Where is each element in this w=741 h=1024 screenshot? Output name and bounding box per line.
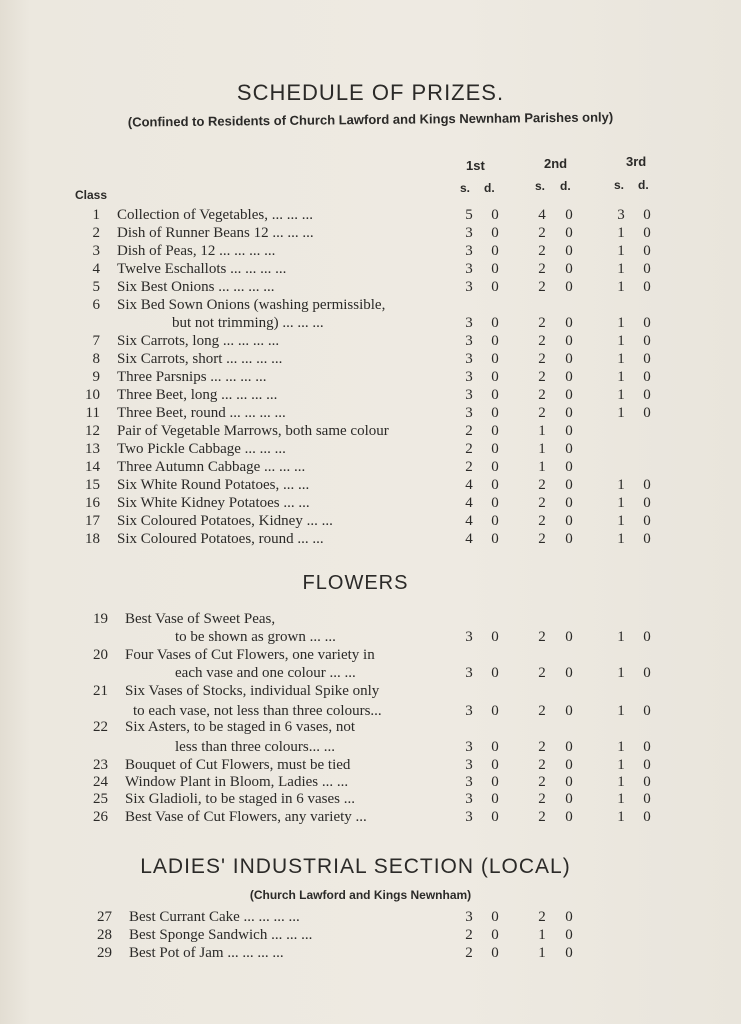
entry-description: less than three colours... ... [175, 739, 335, 755]
p2-pence: 0 [565, 351, 573, 367]
ladies-subheading: (Church Lawford and Kings Newnham) [249, 888, 472, 902]
p1-pence: 0 [491, 333, 499, 349]
class-number: 22 [93, 719, 108, 735]
p3-pence: 0 [643, 225, 651, 241]
entry-description: Twelve Eschallots ... ... ... ... [117, 261, 287, 277]
table-row [0, 314, 741, 332]
p3-shillings: 3 [617, 207, 625, 223]
p1-shillings: 3 [465, 629, 473, 645]
entry-description: Six Gladioli, to be staged in 6 vases ... [125, 791, 355, 807]
p2-pence: 0 [565, 909, 573, 925]
p2-pence: 0 [565, 513, 573, 529]
p3-shillings: 1 [617, 225, 625, 241]
table-row [0, 422, 741, 440]
p1-pence: 0 [491, 261, 499, 277]
p1-pence: 0 [491, 279, 499, 295]
p3-pence: 0 [643, 513, 651, 529]
p1-pence: 0 [491, 629, 499, 645]
second-prize-header: 2nd [544, 156, 568, 171]
p3-pence: 0 [643, 243, 651, 259]
p1-pence: 0 [491, 909, 499, 925]
table-row [0, 350, 741, 368]
p2-pence: 0 [565, 315, 573, 331]
entry-description: each vase and one colour ... ... [175, 665, 356, 681]
p1-shillings: 2 [465, 441, 473, 457]
p2-shillings: 2 [538, 531, 546, 547]
p2-shillings: 2 [538, 261, 546, 277]
second-s-header: s. [535, 179, 546, 193]
table-row [0, 790, 741, 808]
class-number: 8 [92, 351, 100, 367]
entry-description: Collection of Vegetables, ... ... ... [117, 207, 313, 223]
third-d-header: d. [638, 178, 649, 192]
class-number: 11 [85, 405, 100, 421]
class-number: 6 [92, 297, 100, 313]
p1-shillings: 3 [465, 387, 473, 403]
p3-shillings: 1 [617, 703, 625, 719]
table-row [0, 440, 741, 458]
table-row [0, 242, 741, 260]
p3-pence: 0 [643, 665, 651, 681]
entry-description: Window Plant in Bloom, Ladies ... ... [125, 774, 349, 790]
p3-pence: 0 [643, 333, 651, 349]
p1-pence: 0 [491, 927, 499, 943]
p2-pence: 0 [565, 405, 573, 421]
p1-pence: 0 [491, 441, 499, 457]
table-row [0, 628, 741, 646]
entry-description: to be shown as grown ... ... [175, 629, 336, 645]
p2-pence: 0 [565, 757, 573, 773]
entry-description: Dish of Runner Beans 12 ... ... ... [117, 225, 314, 241]
table-row [0, 756, 741, 774]
table-row [0, 296, 741, 314]
p3-shillings: 1 [617, 531, 625, 547]
p3-shillings: 1 [617, 665, 625, 681]
page-subtitle: (Confined to Residents of Church Lawford and Kings Newnham Parishes only) [127, 109, 614, 130]
third-s-header: s. [614, 178, 625, 192]
p2-shillings: 2 [538, 909, 546, 925]
table-row [0, 610, 741, 628]
p1-shillings: 3 [465, 774, 473, 790]
p2-pence: 0 [565, 665, 573, 681]
p2-shillings: 1 [538, 927, 546, 943]
entry-description: Three Beet, long ... ... ... ... [117, 387, 278, 403]
p1-pence: 0 [491, 387, 499, 403]
page-title: SCHEDULE OF PRIZES. [236, 80, 505, 105]
p1-pence: 0 [491, 791, 499, 807]
p3-pence: 0 [643, 315, 651, 331]
p2-shillings: 2 [538, 405, 546, 421]
p3-pence: 0 [643, 495, 651, 511]
p1-shillings: 3 [465, 791, 473, 807]
p1-pence: 0 [491, 207, 499, 223]
p2-pence: 0 [565, 441, 573, 457]
p2-pence: 0 [565, 927, 573, 943]
p3-shillings: 1 [617, 809, 625, 825]
table-row [0, 260, 741, 278]
p1-pence: 0 [491, 405, 499, 421]
table-row [0, 494, 741, 512]
class-number: 24 [93, 774, 108, 790]
p3-shillings: 1 [617, 477, 625, 493]
entry-description: Six Best Onions ... ... ... ... [117, 279, 275, 295]
class-number: 20 [93, 647, 108, 663]
p3-pence: 0 [643, 207, 651, 223]
p1-shillings: 2 [465, 423, 473, 439]
p3-pence: 0 [643, 279, 651, 295]
class-number: 21 [93, 683, 108, 699]
table-row [0, 458, 741, 476]
p2-shillings: 2 [538, 703, 546, 719]
p2-pence: 0 [565, 243, 573, 259]
entry-description: Bouquet of Cut Flowers, must be tied [125, 757, 351, 773]
p2-shillings: 2 [538, 315, 546, 331]
p2-pence: 0 [565, 739, 573, 755]
table-row [0, 646, 741, 664]
p2-shillings: 2 [538, 495, 546, 511]
class-number: 25 [93, 791, 108, 807]
p3-pence: 0 [643, 629, 651, 645]
p3-pence: 0 [643, 369, 651, 385]
entry-description: Dish of Peas, 12 ... ... ... ... [117, 243, 276, 259]
class-number: 18 [85, 531, 100, 547]
entry-description: Best Vase of Sweet Peas, [125, 611, 276, 627]
p1-pence: 0 [491, 809, 499, 825]
class-number: 19 [93, 611, 108, 627]
p1-pence: 0 [491, 243, 499, 259]
p3-shillings: 1 [617, 757, 625, 773]
p2-pence: 0 [565, 459, 573, 475]
p1-pence: 0 [491, 513, 499, 529]
p3-pence: 0 [643, 809, 651, 825]
p3-pence: 0 [643, 791, 651, 807]
entry-description: Three Beet, round ... ... ... ... [117, 405, 286, 421]
p2-pence: 0 [565, 495, 573, 511]
p1-pence: 0 [491, 225, 499, 241]
p3-shillings: 1 [617, 315, 625, 331]
p1-shillings: 3 [465, 665, 473, 681]
p2-shillings: 2 [538, 665, 546, 681]
p2-shillings: 4 [538, 207, 546, 223]
first-prize-header: 1st [466, 158, 485, 173]
p1-shillings: 4 [465, 495, 473, 511]
class-number: 17 [85, 513, 100, 529]
p3-shillings: 1 [617, 333, 625, 349]
entry-description: Two Pickle Cabbage ... ... ... [117, 441, 286, 457]
class-number: 23 [93, 757, 108, 773]
p1-shillings: 3 [465, 809, 473, 825]
class-number: 27 [97, 909, 112, 925]
p1-shillings: 4 [465, 477, 473, 493]
entry-description: Six Coloured Potatoes, round ... ... [117, 531, 324, 547]
p3-shillings: 1 [617, 387, 625, 403]
p3-shillings: 1 [617, 629, 625, 645]
class-number: 16 [85, 495, 100, 511]
p2-shillings: 2 [538, 629, 546, 645]
p1-pence: 0 [491, 477, 499, 493]
p3-shillings: 1 [617, 739, 625, 755]
entry-description: Four Vases of Cut Flowers, one variety in [125, 647, 375, 663]
class-number: 13 [85, 441, 100, 457]
p2-shillings: 2 [538, 739, 546, 755]
table-row [0, 332, 741, 350]
entry-description: Six White Round Potatoes, ... ... [117, 477, 310, 493]
class-number: 14 [85, 459, 100, 475]
p1-shillings: 3 [465, 243, 473, 259]
class-number: 3 [92, 243, 100, 259]
p2-shillings: 2 [538, 351, 546, 367]
p3-pence: 0 [643, 531, 651, 547]
table-row [0, 664, 741, 682]
p2-shillings: 1 [538, 423, 546, 439]
p1-pence: 0 [491, 495, 499, 511]
p1-shillings: 2 [465, 945, 473, 961]
class-number: 12 [85, 423, 100, 439]
class-number: 5 [92, 279, 100, 295]
p3-pence: 0 [643, 405, 651, 421]
entry-description: Six White Kidney Potatoes ... ... [117, 495, 310, 511]
p2-pence: 0 [565, 791, 573, 807]
p2-pence: 0 [565, 774, 573, 790]
table-row [0, 682, 741, 700]
p1-pence: 0 [491, 423, 499, 439]
table-row [0, 530, 741, 548]
p2-pence: 0 [565, 703, 573, 719]
p2-pence: 0 [565, 423, 573, 439]
entry-description: Best Sponge Sandwich ... ... ... [129, 927, 313, 943]
p2-shillings: 2 [538, 369, 546, 385]
p1-shillings: 3 [465, 405, 473, 421]
p1-shillings: 3 [465, 703, 473, 719]
p1-pence: 0 [491, 757, 499, 773]
class-number: 28 [97, 927, 112, 943]
table-row [0, 368, 741, 386]
p3-shillings: 1 [617, 513, 625, 529]
p2-pence: 0 [565, 333, 573, 349]
p2-pence: 0 [565, 279, 573, 295]
table-row [0, 718, 741, 736]
p2-shillings: 1 [538, 441, 546, 457]
entry-description: Six Bed Sown Onions (washing permissible, [117, 297, 386, 313]
table-row [0, 224, 741, 242]
second-d-header: d. [560, 179, 571, 193]
p3-pence: 0 [643, 739, 651, 755]
entry-description: Pair of Vegetable Marrows, both same colour [117, 423, 389, 439]
table-row [0, 206, 741, 224]
third-prize-header: 3rd [626, 154, 647, 169]
p1-pence: 0 [491, 665, 499, 681]
p1-shillings: 4 [465, 513, 473, 529]
flowers-heading: FLOWERS [302, 572, 409, 594]
p2-shillings: 2 [538, 757, 546, 773]
p3-pence: 0 [643, 477, 651, 493]
entry-description: Best Vase of Cut Flowers, any variety ... [125, 809, 367, 825]
p1-pence: 0 [491, 774, 499, 790]
p3-shillings: 1 [617, 351, 625, 367]
class-number: 7 [92, 333, 100, 349]
p2-shillings: 1 [538, 945, 546, 961]
p1-pence: 0 [491, 369, 499, 385]
class-number: 9 [92, 369, 100, 385]
p3-shillings: 1 [617, 405, 625, 421]
p1-pence: 0 [491, 703, 499, 719]
p2-shillings: 1 [538, 459, 546, 475]
table-row [0, 386, 741, 404]
table-row [0, 278, 741, 296]
p2-pence: 0 [565, 207, 573, 223]
p2-shillings: 2 [538, 243, 546, 259]
p1-shillings: 3 [465, 315, 473, 331]
p2-shillings: 2 [538, 387, 546, 403]
p3-shillings: 1 [617, 279, 625, 295]
p1-shillings: 3 [465, 225, 473, 241]
p1-pence: 0 [491, 945, 499, 961]
table-row [0, 908, 741, 926]
p3-shillings: 1 [617, 261, 625, 277]
ladies-heading: LADIES' INDUSTRIAL SECTION (LOCAL) [140, 855, 571, 878]
p1-shillings: 2 [465, 459, 473, 475]
p3-pence: 0 [643, 774, 651, 790]
class-number: 26 [93, 809, 108, 825]
p1-shillings: 3 [465, 261, 473, 277]
p2-pence: 0 [565, 531, 573, 547]
p3-pence: 0 [643, 757, 651, 773]
entry-description: Six Carrots, short ... ... ... ... [117, 351, 283, 367]
p2-pence: 0 [565, 261, 573, 277]
p2-pence: 0 [565, 809, 573, 825]
entry-description: Three Autumn Cabbage ... ... ... [117, 459, 306, 475]
first-s-header: s. [460, 181, 471, 195]
p2-shillings: 2 [538, 791, 546, 807]
p1-shillings: 2 [465, 927, 473, 943]
p3-pence: 0 [643, 261, 651, 277]
p2-shillings: 2 [538, 513, 546, 529]
p2-shillings: 2 [538, 774, 546, 790]
entry-description: but not trimming) ... ... ... [172, 315, 324, 331]
p2-shillings: 2 [538, 477, 546, 493]
p2-shillings: 2 [538, 225, 546, 241]
p3-shillings: 1 [617, 791, 625, 807]
p1-shillings: 3 [465, 369, 473, 385]
entry-description: Best Currant Cake ... ... ... ... [129, 909, 300, 925]
table-row [0, 404, 741, 422]
p2-shillings: 2 [538, 809, 546, 825]
p3-pence: 0 [643, 703, 651, 719]
entry-description: Six Asters, to be staged in 6 vases, not [125, 719, 355, 735]
p1-shillings: 3 [465, 333, 473, 349]
p3-shillings: 1 [617, 774, 625, 790]
table-row [0, 808, 741, 826]
p3-pence: 0 [643, 387, 651, 403]
p1-shillings: 3 [465, 757, 473, 773]
p3-pence: 0 [643, 351, 651, 367]
p1-pence: 0 [491, 531, 499, 547]
p2-pence: 0 [565, 477, 573, 493]
table-row [0, 512, 741, 530]
table-row [0, 738, 741, 756]
p1-shillings: 3 [465, 739, 473, 755]
p1-pence: 0 [491, 739, 499, 755]
p1-pence: 0 [491, 315, 499, 331]
p2-pence: 0 [565, 369, 573, 385]
table-row [0, 476, 741, 494]
entry-description: Three Parsnips ... ... ... ... [117, 369, 267, 385]
p2-pence: 0 [565, 629, 573, 645]
p2-pence: 0 [565, 945, 573, 961]
p1-pence: 0 [491, 459, 499, 475]
class-header: Class [75, 188, 108, 202]
class-number: 1 [92, 207, 100, 223]
class-number: 15 [85, 477, 100, 493]
entry-description: Six Vases of Stocks, individual Spike only [125, 683, 380, 699]
class-number: 10 [85, 387, 100, 403]
table-row [0, 926, 741, 944]
entry-description: Best Pot of Jam ... ... ... ... [129, 945, 284, 961]
entry-description: Six Carrots, long ... ... ... ... [117, 333, 280, 349]
p2-pence: 0 [565, 387, 573, 403]
table-row [0, 773, 741, 791]
p1-shillings: 3 [465, 909, 473, 925]
class-number: 2 [92, 225, 100, 241]
entry-description: Six Coloured Potatoes, Kidney ... ... [117, 513, 333, 529]
p3-shillings: 1 [617, 243, 625, 259]
p1-shillings: 3 [465, 351, 473, 367]
p1-shillings: 5 [465, 207, 473, 223]
p1-shillings: 4 [465, 531, 473, 547]
p2-shillings: 2 [538, 279, 546, 295]
p3-shillings: 1 [617, 495, 625, 511]
p2-shillings: 2 [538, 333, 546, 349]
p1-pence: 0 [491, 351, 499, 367]
class-number: 4 [92, 261, 100, 277]
first-d-header: d. [484, 181, 495, 195]
p2-pence: 0 [565, 225, 573, 241]
table-row [0, 944, 741, 962]
p1-shillings: 3 [465, 279, 473, 295]
p3-shillings: 1 [617, 369, 625, 385]
entry-description: to each vase, not less than three colours... [133, 703, 382, 719]
class-number: 29 [97, 945, 112, 961]
